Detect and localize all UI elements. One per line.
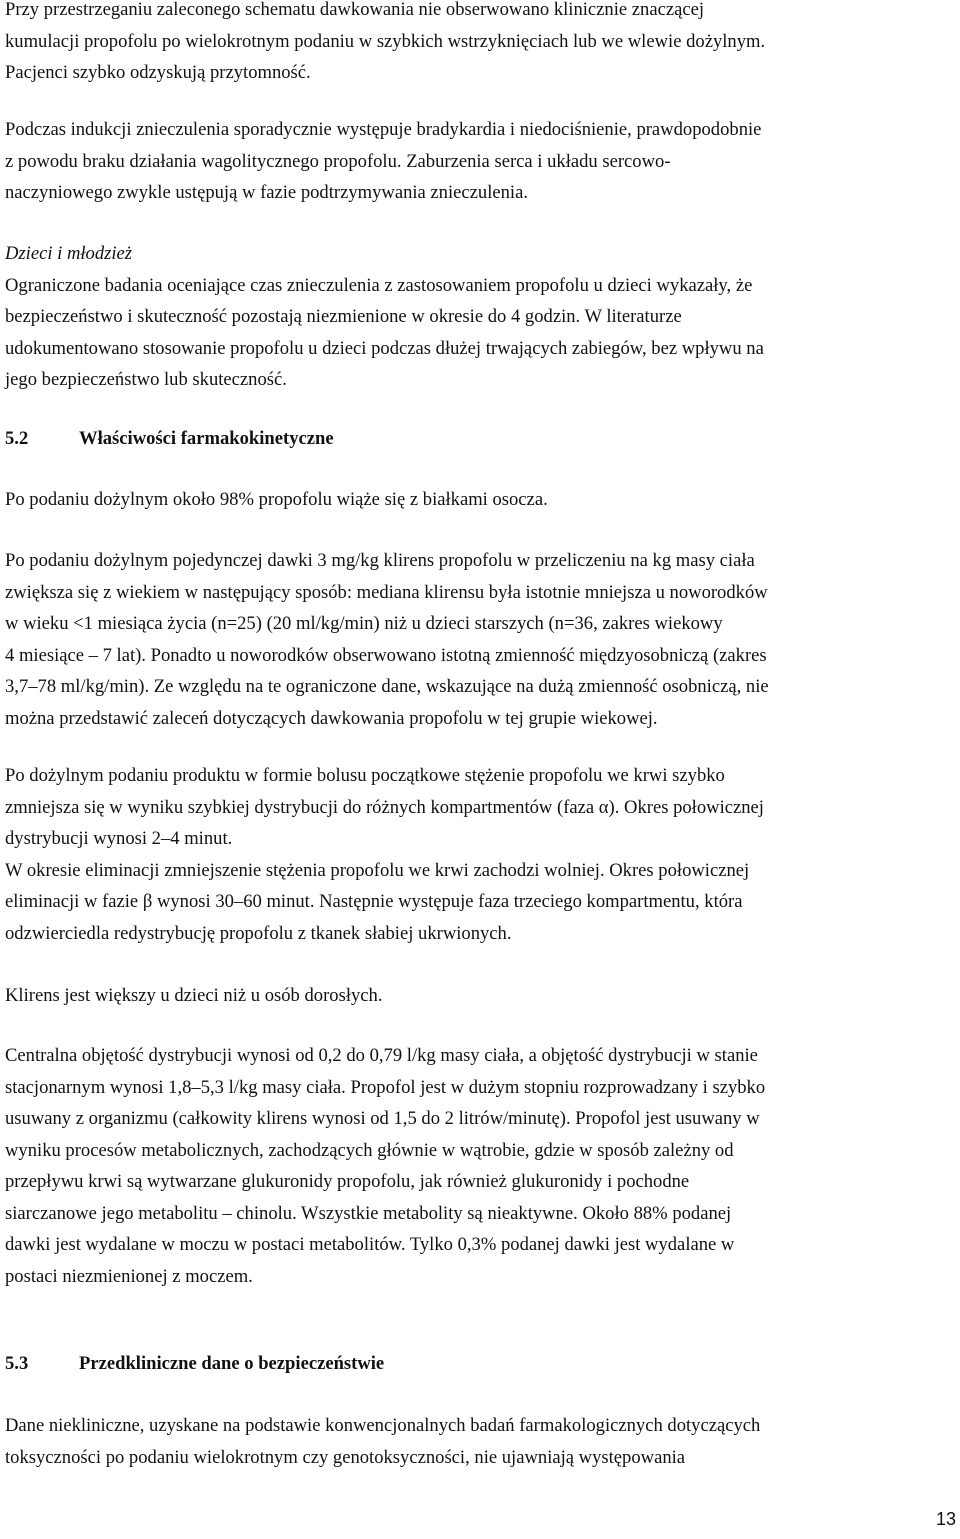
text-line: Po dożylnym podaniu produktu w formie bolusu początkowe stężenie propofolu we krwi szybko <box>5 765 725 786</box>
text-line: Podczas indukcji znieczulenia sporadycznie występuje bradykardia i niedociśnienie, prawdopodobnie <box>5 119 762 140</box>
text-line: jego bezpieczeństwo lub skuteczność. <box>5 369 287 390</box>
section-heading-5-2 <box>5 423 334 455</box>
section-title: Właściwości farmakokinetyczne <box>79 428 334 449</box>
text-line: postaci niezmienionej z moczem. <box>5 1265 253 1287</box>
paragraph-children <box>5 238 764 396</box>
text-line: bezpieczeństwo i skuteczność pozostają niezmienione w okresie do 4 godzin. W literaturze <box>5 306 682 327</box>
page-number: 13 <box>935 1509 956 1529</box>
text-line: udokumentowano stosowanie propofolu u dzieci podczas dłużej trwających zabiegów, bez wpływu na <box>5 337 764 359</box>
text-line: eliminacji w fazie β wynosi 30–60 minut. Następnie występuje faza trzeciego kompartmentu, która <box>5 891 743 912</box>
paragraph-preclinical <box>5 1410 760 1473</box>
text-line: dystrybucji wynosi 2–4 minut. <box>5 828 233 849</box>
text-line: siarczanowe jego metabolitu – chinolu. Wszystkie metabolity są nieaktywne. Około 88% podanej <box>5 1202 732 1224</box>
text-line: 4 miesiące – 7 lat). Ponadto u noworodków obserwowano istotną zmienność międzyosobniczą (zakres <box>5 644 767 666</box>
text-line: Przy przestrzeganiu zaleconego schematu dawkowania nie obserwowano klinicznie znaczącej <box>5 0 705 20</box>
section-number: 5.3 <box>5 1353 29 1374</box>
text-line: Pacjenci szybko odzyskują przytomność. <box>5 62 311 83</box>
text-line: Centralna objętość dystrybucji wynosi od 0,2 do 0,79 l/kg masy ciała, a objętość dystrybucji w stanie <box>5 1045 758 1066</box>
text-line: Klirens jest większy u dzieci niż u osób dorosłych. <box>5 985 383 1006</box>
text-line: dawki jest wydalane w moczu w postaci metabolitów. Tylko 0,3% podanej dawki jest wydalane w <box>5 1234 735 1255</box>
section-heading-5-3 <box>5 1348 384 1380</box>
text-line: kumulacji propofolu po wielokrotnym podaniu w szybkich wstrzyknięciach lub we wlewie dożylnym. <box>5 30 766 52</box>
text-line: Ograniczone badania oceniające czas znieczulenia z zastosowaniem propofolu u dzieci wykazały, że <box>5 274 753 296</box>
text-line: Po podaniu dożylnym pojedynczej dawki 3 mg/kg klirens propofolu w przeliczeniu na kg masy ciała <box>5 550 755 571</box>
children-subheading: Dzieci i młodzież <box>5 243 133 264</box>
paragraph-protein-binding <box>5 484 548 516</box>
text-line: stacjonarnym wynosi 1,8–5,3 l/kg masy ciała. Propofol jest w dużym stopniu rozprowadzany i szybko <box>5 1076 766 1098</box>
text-line: Dane niekliniczne, uzyskane na podstawie konwencjonalnych badań farmakologicznych dotyczących <box>5 1415 761 1436</box>
text-line: Po podaniu dożylnym około 98% propofolu wiąże się z białkami osocza. <box>5 489 548 510</box>
text-line: zmniejsza się w wyniku szybkiej dystrybucji do różnych kompartmentów (faza α). Okres połowicznej <box>5 796 764 818</box>
text-line: toksyczności po podaniu wielokrotnym czy genotoksyczności, nie ujawniają występowania <box>5 1446 686 1468</box>
text-line: zwiększa się z wiekiem w następujący sposób: mediana klirensu była istotnie mniejsza u noworodków <box>5 581 768 603</box>
text-line: 3,7–78 ml/kg/min). Ze względu na te ograniczone dane, wskazujące na dużą zmienność osobniczą, nie <box>5 676 769 697</box>
paragraph-cumulation <box>5 0 765 89</box>
text-line: z powodu braku działania wagolitycznego propofolu. Zaburzenia serca i układu sercowo- <box>5 150 671 172</box>
text-line: wyniku procesów metabolicznych, zachodzących głównie w wątrobie, gdzie w sposób zależny od <box>5 1139 734 1161</box>
paragraph-children-clearance <box>5 980 382 1012</box>
text-line: naczyniowego zwykle ustępują w fazie podtrzymywania znieczulenia. <box>5 182 528 203</box>
section-title: Przedkliniczne dane o bezpieczeństwie <box>79 1353 385 1374</box>
text-line: można przedstawić zaleceń dotyczących dawkowania propofolu w tej grupie wiekowej. <box>5 707 658 729</box>
paragraph-distribution <box>5 1040 765 1292</box>
text-line: odzwierciedla redystrybucję propofolu z tkanek słabiej ukrwionych. <box>5 922 512 944</box>
paragraph-clearance-age <box>5 545 769 734</box>
section-number: 5.2 <box>5 428 29 449</box>
paragraph-bolus <box>5 760 764 949</box>
text-line: przepływu krwi są wytwarzane glukuronidy propofolu, jak również glukuronidy i pochodne <box>5 1171 690 1192</box>
text-line: W okresie eliminacji zmniejszenie stężenia propofolu we krwi zachodzi wolniej. Okres połowicznej <box>5 859 750 881</box>
paragraph-induction <box>5 114 761 209</box>
text-line: w wieku <1 miesiąca życia (n=25) (20 ml/kg/min) niż u dzieci starszych (n=36, zakres wiekowy <box>5 613 723 634</box>
text-line: usuwany z organizmu (całkowity klirens wynosi od 1,5 do 2 litrów/minutę). Propofol jest usuwany w <box>5 1108 760 1129</box>
